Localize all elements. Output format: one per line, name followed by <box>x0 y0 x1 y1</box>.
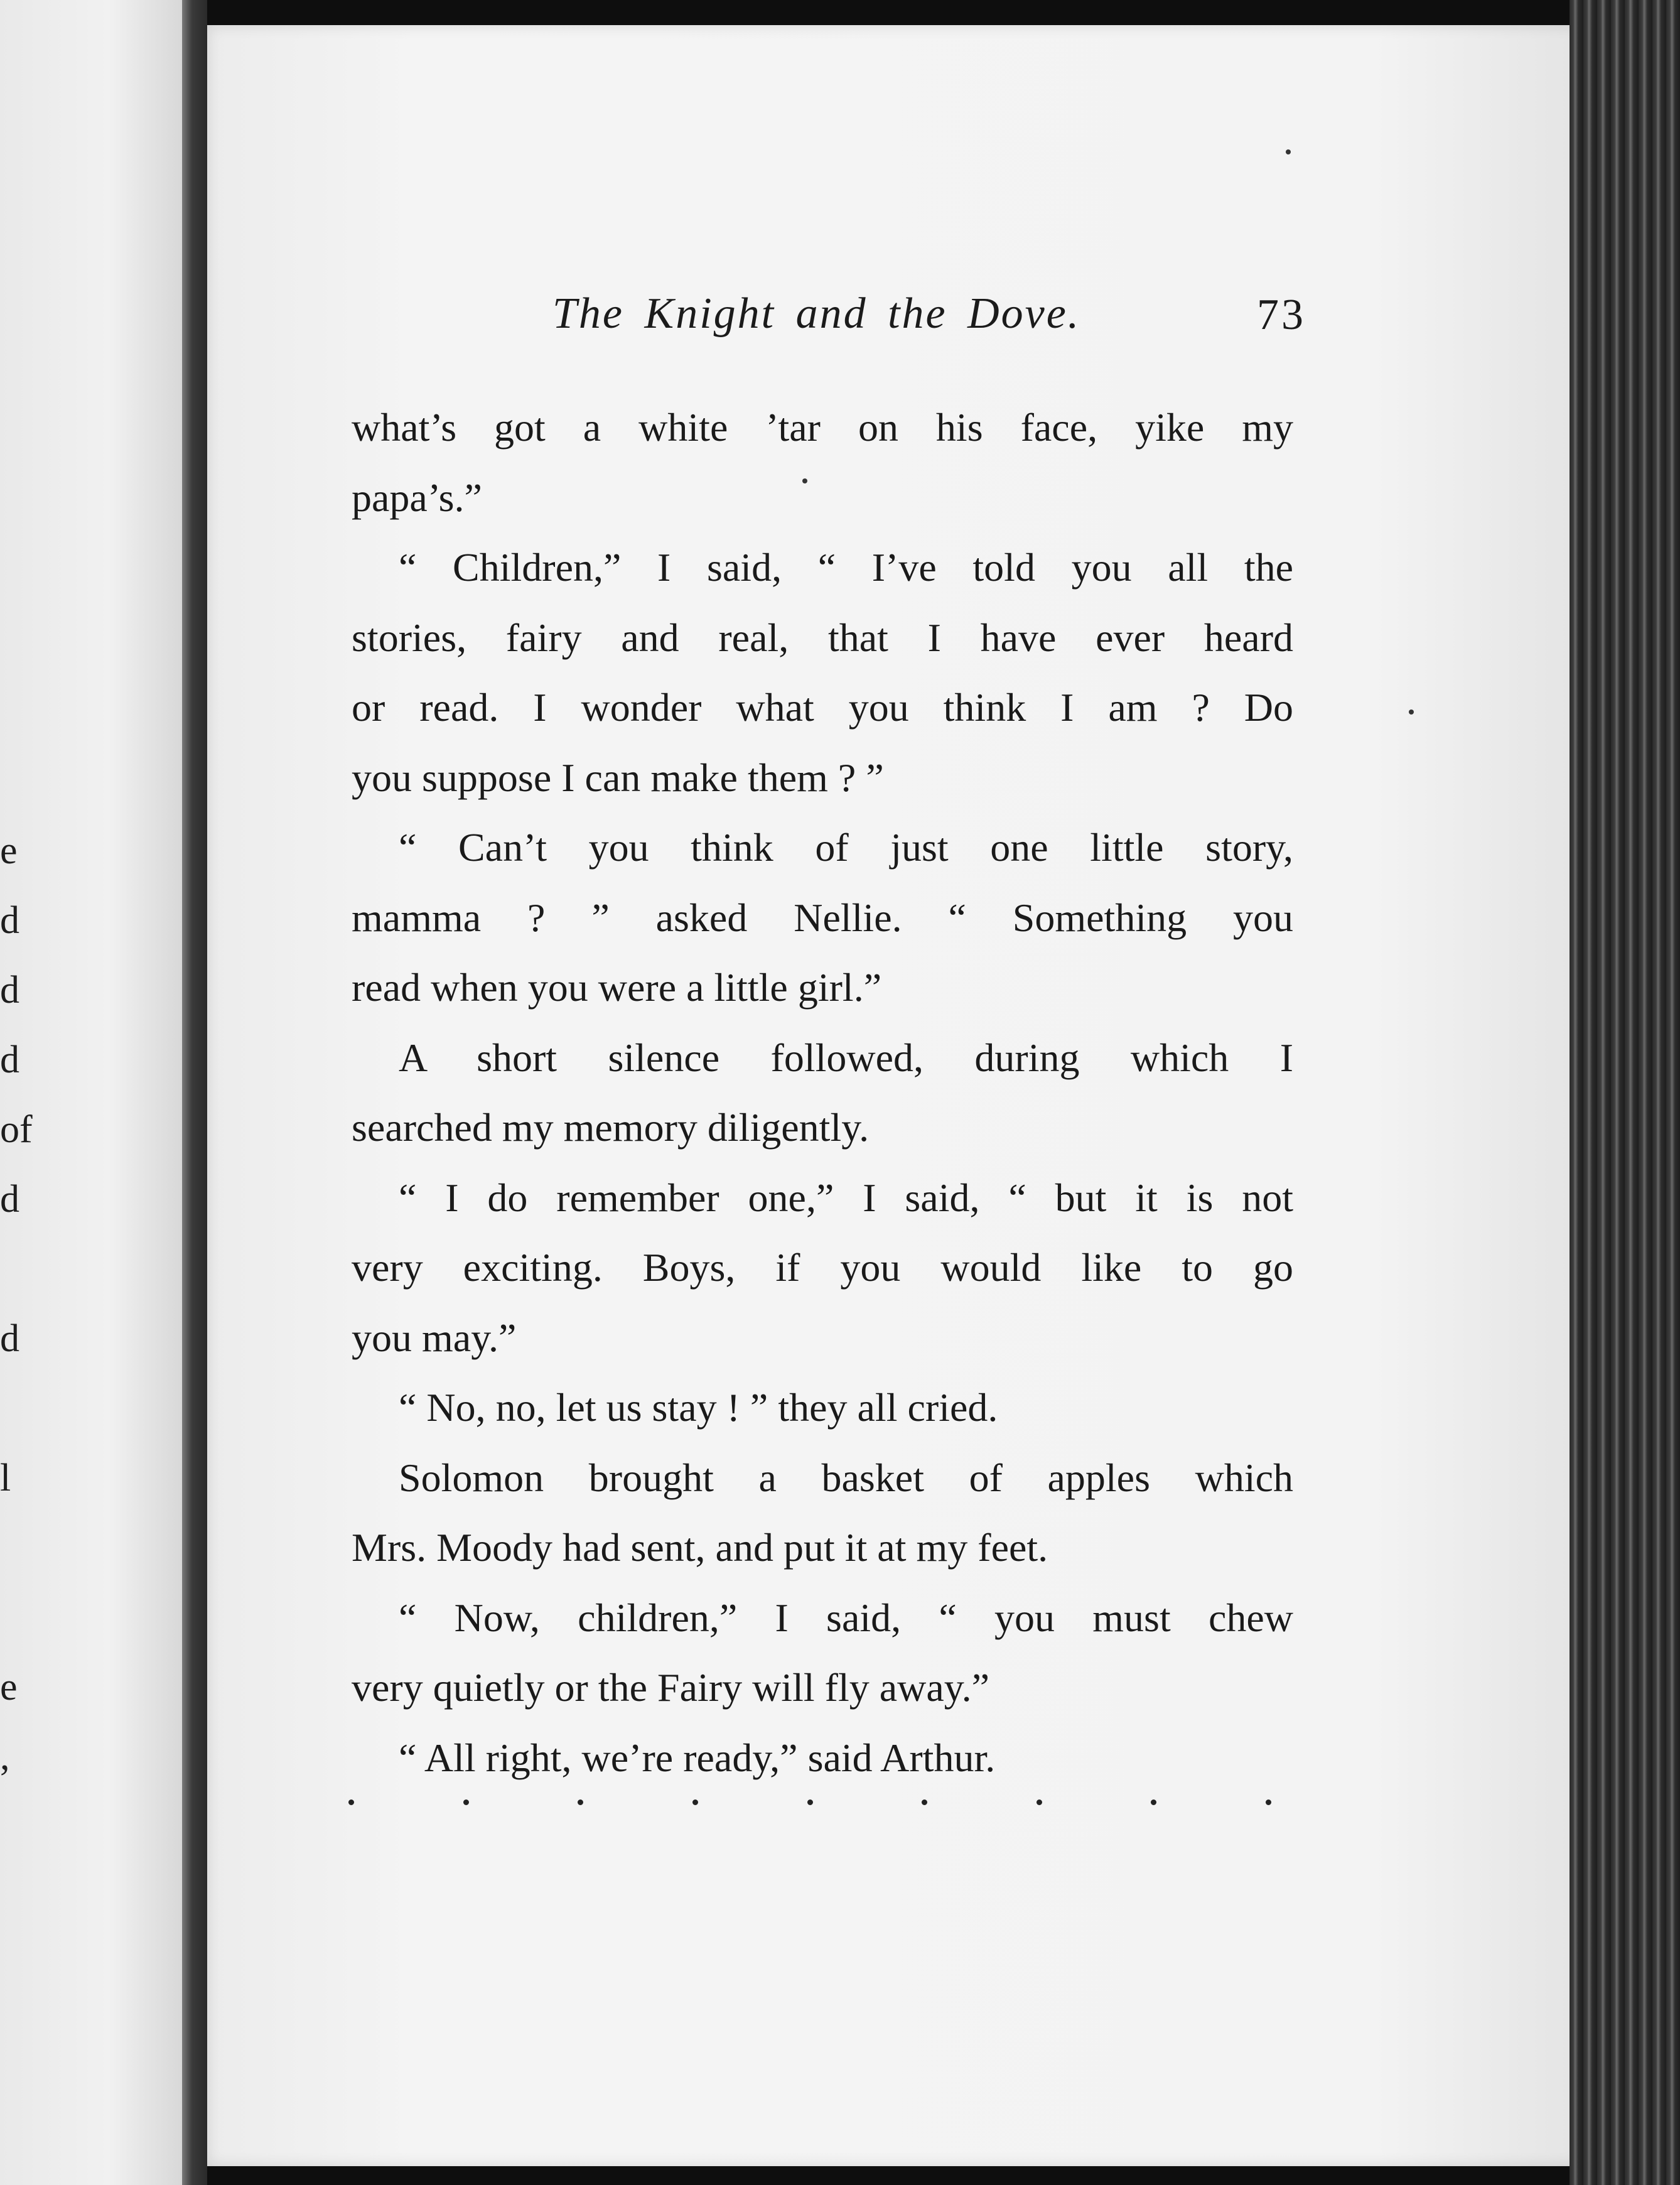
running-title: The Knight and the Dove. <box>552 289 1081 338</box>
left-fragment: of <box>0 1108 33 1151</box>
left-fragment <box>0 1513 25 1583</box>
text-line: read when you were a little girl.” <box>352 965 882 1010</box>
left-fragment <box>0 1583 25 1653</box>
text-line: very exciting. Boys, if you would like to go <box>352 1245 1293 1290</box>
left-facing-page <box>0 0 182 2185</box>
left-fragment: d <box>0 1178 19 1221</box>
text-line: “ Children,” I said, “ I’ve told you all the <box>399 545 1293 590</box>
separator-dot <box>692 1799 698 1805</box>
text-line: “ Can’t you think of just one little story, <box>399 825 1293 870</box>
text-line: Solomon brought a basket of apples which <box>399 1455 1293 1500</box>
left-fragment <box>0 1374 25 1443</box>
left-fragment <box>0 1234 25 1304</box>
separator-dot <box>1151 1799 1156 1805</box>
text-line: papa’s.” <box>352 475 482 520</box>
left-fragment: d <box>0 1317 19 1360</box>
separator-dot <box>922 1799 927 1805</box>
page-number: 73 <box>1257 291 1306 339</box>
ink-speck <box>1286 149 1291 154</box>
page-edges <box>1570 0 1680 2185</box>
separator-dot <box>348 1799 354 1805</box>
text-line: searched my memory diligently. <box>352 1105 870 1150</box>
left-fragment: , <box>0 1735 10 1778</box>
ink-speck <box>1409 709 1414 715</box>
section-separator-dots <box>348 1783 1271 1821</box>
text-line: stories, fairy and real, that I have ever heard <box>352 615 1293 660</box>
text-line: “ All right, we’re ready,” said Arthur. <box>399 1735 996 1780</box>
left-fragment: d <box>0 899 19 942</box>
separator-dot <box>578 1799 583 1805</box>
text-line: or read. I wonder what you think I am ? Do <box>352 685 1293 730</box>
left-fragment: e <box>0 829 18 872</box>
running-head <box>352 276 1306 345</box>
text-line: you suppose I can make them ? ” <box>352 755 884 800</box>
left-page-text-fragments <box>0 816 33 1792</box>
ink-speck <box>802 478 807 483</box>
text-line: A short silence followed, during which I <box>399 1035 1293 1080</box>
text-line: you may.” <box>352 1315 517 1360</box>
text-line: mamma ? ” asked Nellie. “ Something you <box>352 895 1293 940</box>
text-line: “ No, no, let us stay ! ” they all cried. <box>399 1385 998 1430</box>
text-line: “ I do remember one,” I said, “ but it is not <box>399 1175 1293 1220</box>
text-line: very quietly or the Fairy will fly away.” <box>352 1665 989 1710</box>
separator-dot <box>463 1799 469 1805</box>
book-gutter <box>182 0 207 2185</box>
body-text <box>352 392 1293 1793</box>
separator-dot <box>807 1799 813 1805</box>
text-line: what’s got a white ’tar on his face, yike my <box>352 405 1293 450</box>
left-fragment: d <box>0 969 19 1012</box>
text-line: Mrs. Moody had sent, and put it at my feet. <box>352 1525 1048 1570</box>
left-fragment: l <box>0 1457 11 1499</box>
separator-dot <box>1266 1799 1271 1805</box>
separator-dot <box>1037 1799 1042 1805</box>
left-fragment: e <box>0 1666 18 1708</box>
text-line: “ Now, children,” I said, “ you must chew <box>399 1595 1293 1640</box>
left-fragment: d <box>0 1039 19 1081</box>
